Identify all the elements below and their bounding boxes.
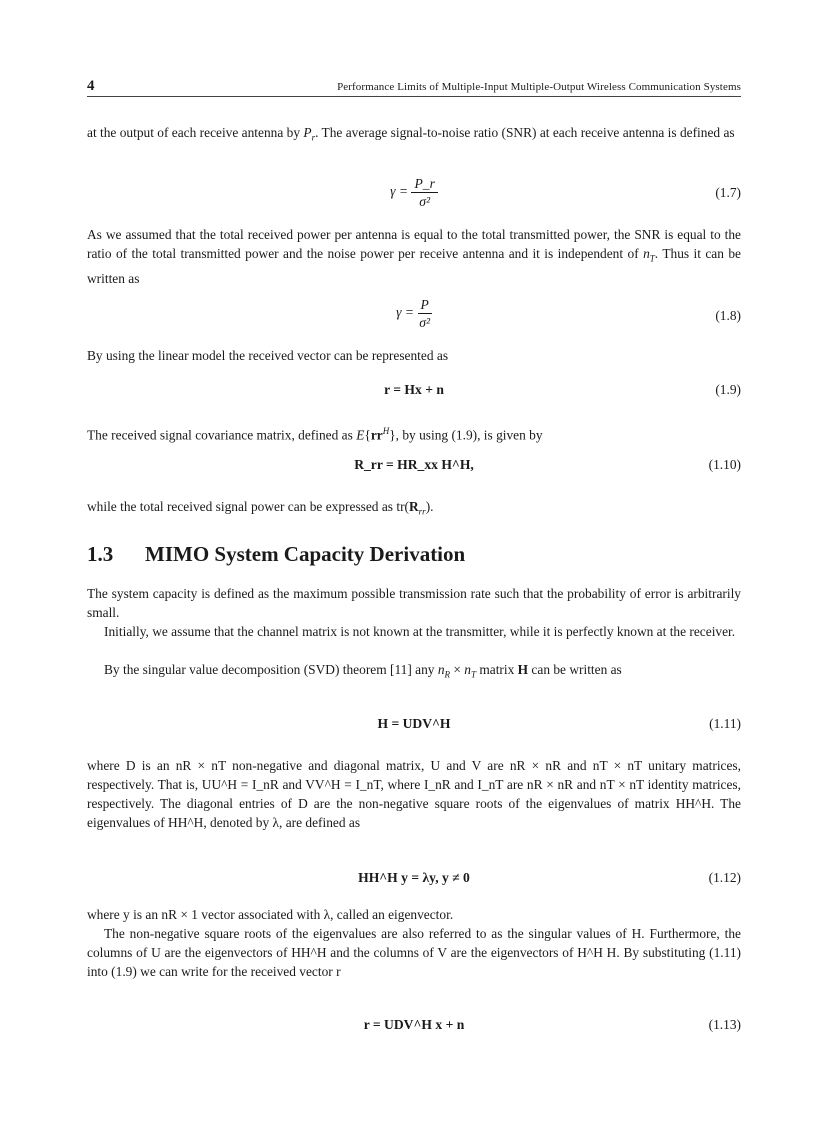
eq-lhs: γ = (396, 304, 415, 320)
fraction-denominator: σ² (419, 194, 431, 209)
equation-number: (1.8) (715, 308, 741, 323)
equation-number: (1.11) (709, 716, 741, 731)
equation-1-11 (87, 716, 741, 740)
equation-1-8 (87, 296, 741, 340)
equation-body: R_rr = HR_xx H^H, (354, 457, 474, 472)
section-title: MIMO System Capacity Derivation (145, 542, 466, 566)
equation-1-9 (87, 382, 741, 406)
paragraph-channel-assumption: Initially, we assume that the channel matrix is not known at the transmitter, while it is perfectly known at the receiver. (104, 624, 736, 639)
fraction-denominator: σ² (419, 315, 431, 330)
equation-body: HH^H y = λy, y ≠ 0 (358, 870, 470, 885)
equation-body: r = Hx + n (384, 382, 444, 397)
running-title: Performance Limits of Multiple-Input Multiple-Output Wireless Communication Systems (337, 81, 741, 93)
paragraph-received-power: while the total received signal power can be expressed as $tr(R_{rr})$. (87, 499, 434, 517)
paragraph-linear-model: By using the linear model the received vector can be represented as (87, 348, 449, 363)
equation-number: (1.9) (715, 382, 741, 397)
equation-1-7 (87, 175, 741, 219)
paragraph-capacity-definition: The system capacity is defined as the maximum possible transmission rate such that the probability of error is arbitrarily small. (87, 586, 741, 620)
equation-number: (1.12) (708, 870, 741, 885)
paragraph-svd-intro: By the singular value decomposition (SVD) theorem [11] any $n_R \times n_T$ matrix H can be written as (104, 662, 622, 680)
page-number: 4 (87, 78, 95, 94)
equation-body (87, 296, 741, 331)
eq-lhs: γ = (390, 183, 409, 199)
equation-number: (1.7) (715, 185, 741, 200)
paragraph-snr-assumption: As we assumed that the total received power per antenna is equal to the total transmitted power, the SNR is equal to the ratio of the total transmitted power and the noise power per receive antenna and it is independent of $n_T$. Thus it can be written as (87, 227, 741, 286)
paragraph-eigenvector: where y is an nR × 1 vector associated with λ, called an eigenvector. (87, 907, 454, 922)
equation-number: (1.13) (708, 1017, 741, 1032)
page-header (87, 78, 741, 97)
equation-body: H = UDV^H (377, 716, 451, 731)
paragraph-svd-properties: where D is an nR × nT non-negative and diagonal matrix, U and V are nR × nR and nT × nT unitary matrices, respectively. That is, UU^H = I_nR and VV^H = I_nT, where I_nR and I_nT are nR × nR and nT × nT identity matrices, respectively. The diagonal entries of D are the non-negative square roots of the eigenvalues of matrix HH^H. The eigenvalues of HH^H, denoted by λ, are defined as (87, 758, 741, 830)
equation-body (87, 175, 741, 210)
paragraph-snr-intro: at the output of each receive antenna by $P_r$. The average signal-to-noise ratio (SNR) at each receive antenna is defined as (87, 125, 735, 143)
fraction (411, 175, 437, 210)
paragraph-singular-values: The non-negative square roots of the eigenvalues are also referred to as the singular values of H. Furthermore, the columns of U are the eigenvectors of HH^H and the columns of V are the eigenvectors of H^H H. By substituting (1.11) into (1.9) we can write for the received vector r (87, 926, 741, 979)
section-number: 1.3 (87, 542, 114, 566)
equation-1-12 (87, 870, 741, 894)
equation-1-10 (87, 457, 741, 481)
equation-number: (1.10) (708, 457, 741, 472)
fraction (418, 296, 432, 331)
paragraph-covariance: The received signal covariance matrix, defined as $E\{rr^H\}$, by using (1.9), is given by (87, 426, 543, 443)
section-heading (87, 542, 465, 567)
fraction-numerator: P_r (411, 175, 437, 193)
equation-body: r = UDV^H x + n (363, 1017, 465, 1032)
fraction-numerator: P (418, 296, 432, 314)
equation-1-13 (87, 1017, 741, 1041)
